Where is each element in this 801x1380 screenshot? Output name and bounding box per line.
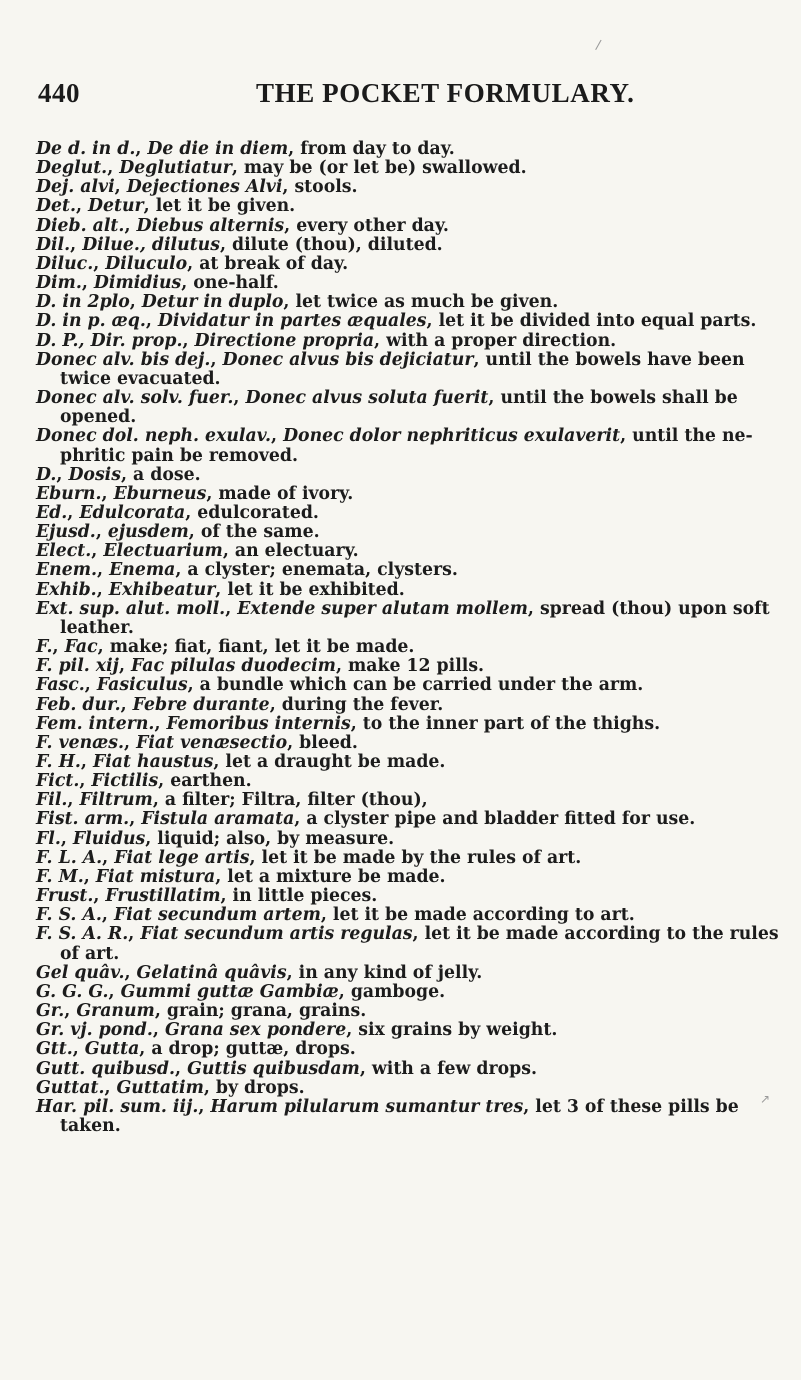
entry-abbreviation: Gtt. bbox=[36, 1039, 73, 1060]
glossary-entry: F. L. A., Fiat lege artis, let it be made by the rules of art. bbox=[36, 847, 582, 868]
glossary-entry: Exhib., Exhibeatur, let it be exhibited. bbox=[36, 579, 405, 600]
entry-abbreviation: Ext. sup. alut. moll. bbox=[36, 598, 226, 619]
entry-latin: Fiat venæsectio bbox=[136, 732, 288, 753]
entry-meaning: by drops. bbox=[215, 1077, 305, 1098]
glossary-entry: Guttat., Guttatim, by drops. bbox=[36, 1077, 305, 1098]
glossary-entry: Gutt. quibusd., Guttis quibusdam, with a few drops. bbox=[36, 1058, 537, 1079]
glossary-entry: F. M., Fiat mistura, let a mixture be made. bbox=[36, 866, 446, 887]
entry-latin: Fac bbox=[64, 637, 98, 658]
entry-meaning: let it be made according to the rules of art. bbox=[60, 924, 779, 964]
entry-meaning: may be (or let be) swallowed. bbox=[243, 158, 527, 179]
entry-abbreviation: Eburn. bbox=[36, 483, 102, 504]
entry-latin: Diluculo bbox=[105, 253, 188, 274]
glossary-entry: Fil., Filtrum, a filter; Filtra, filter (thou), bbox=[36, 790, 428, 811]
glossary-entry: D., Dosis, a dose. bbox=[36, 464, 201, 485]
entry-meaning: of the same. bbox=[200, 522, 320, 543]
entry-abbreviation: D. bbox=[36, 464, 57, 485]
glossary-entry: Donec alv. bis dej., Donec alvus bis dejiciatur, until the bowels have been twice evacuated. bbox=[36, 349, 745, 389]
entry-meaning: let twice as much be given. bbox=[295, 292, 559, 313]
entry-latin: Gutta bbox=[84, 1039, 140, 1060]
entry-abbreviation: Dim. bbox=[36, 273, 82, 294]
entry-meaning: dilute (thou), diluted. bbox=[232, 234, 443, 255]
entry-meaning: every other day. bbox=[296, 215, 449, 236]
entry-abbreviation: De d. in d. bbox=[36, 139, 136, 159]
glossary-entry: Deglut., Deglutiatur, may be (or let be) swallowed. bbox=[36, 158, 527, 179]
entry-abbreviation: Gutt. quibusd. bbox=[36, 1058, 176, 1079]
entry-latin: ejusdem bbox=[107, 522, 189, 543]
glossary-entry: Gel quâv., Gelatinâ quâvis, in any kind of jelly. bbox=[36, 962, 483, 983]
entry-latin: Fasiculus bbox=[96, 675, 188, 696]
glossary-entry: Fl., Fluidus, liquid; also, by measure. bbox=[36, 828, 395, 849]
entry-abbreviation: Diluc. bbox=[36, 253, 94, 274]
entry-meaning: with a proper direction. bbox=[386, 330, 617, 351]
glossary-entry: Ed., Edulcorata, edulcorated. bbox=[36, 502, 319, 523]
entry-latin: Gummi guttæ Gambiæ bbox=[120, 981, 339, 1002]
entry-meaning: a clyster pipe and bladder fitted for use. bbox=[306, 809, 696, 830]
entry-meaning: make 12 pills. bbox=[348, 656, 485, 677]
entry-latin: Fac pilulas duodecim bbox=[130, 656, 336, 677]
glossary-entry: Dil., Dilue., dilutus, dilute (thou), diluted. bbox=[36, 234, 443, 255]
entry-latin: Extende super alutam mollem bbox=[237, 598, 528, 619]
entry-latin: Granum bbox=[76, 1001, 155, 1022]
entry-meaning: gamboge. bbox=[350, 981, 446, 1002]
entry-meaning: a drop; guttæ, drops. bbox=[151, 1039, 356, 1060]
glossary-entry: Diluc., Diluculo, at break of day. bbox=[36, 253, 349, 274]
glossary-entry: F. H., Fiat haustus, let a draught be made. bbox=[36, 752, 446, 772]
entry-latin: Grana sex pondere bbox=[164, 1020, 347, 1041]
glossary-entry: Dej. alvi, Dejectiones Alvi, stools. bbox=[36, 177, 358, 198]
entry-latin: Harum pilularum sumantur tres bbox=[210, 1096, 524, 1117]
glossary-entry: F. venæs., Fiat venæsectio, bleed. bbox=[36, 732, 358, 753]
entry-latin: Diebus alternis bbox=[136, 215, 285, 236]
entry-latin: Fiat haustus bbox=[92, 752, 214, 772]
entry-latin: Dilue., dilutus bbox=[82, 234, 220, 255]
entry-abbreviation: Gel quâv. bbox=[36, 962, 125, 983]
entry-abbreviation: D. in 2plo bbox=[36, 292, 130, 313]
entry-meaning: during the fever. bbox=[281, 694, 444, 715]
entry-abbreviation: Gr. vj. pond. bbox=[36, 1020, 153, 1041]
entry-abbreviation: Exhib. bbox=[36, 579, 97, 600]
glossary-entry: Donec dol. neph. exulav., Donec dolor nephriticus exulaverit, until the ne-phritic pain be removed. bbox=[36, 426, 753, 466]
entry-abbreviation: Deglut. bbox=[36, 158, 108, 179]
entry-abbreviation: Fil. bbox=[36, 790, 68, 811]
entry-meaning: a bundle which can be carried under the arm. bbox=[199, 675, 644, 696]
glossary-entry: G. G. G., Gummi guttæ Gambiæ, gamboge. bbox=[36, 981, 446, 1002]
glossary-entry: Eburn., Eburneus, made of ivory. bbox=[36, 483, 354, 504]
entry-meaning: to the inner part of the thighs. bbox=[362, 713, 661, 734]
entry-abbreviation: F. bbox=[36, 637, 53, 658]
entry-meaning: a filter; Filtra, filter (thou), bbox=[164, 790, 428, 811]
entry-latin: Directione propria bbox=[194, 330, 375, 351]
entry-meaning: one-half. bbox=[193, 273, 279, 294]
entry-latin: De die in diem bbox=[147, 139, 289, 159]
glossary-entry: D. in p. æq., Dividatur in partes æquales, let it be divided into equal parts. bbox=[36, 311, 757, 332]
entry-meaning: an electuary. bbox=[234, 541, 359, 562]
glossary-entry: Ejusd., ejusdem, of the same. bbox=[36, 522, 320, 543]
entry-abbreviation: Guttat. bbox=[36, 1077, 105, 1098]
glossary-entry: Frust., Frustillatim, in little pieces. bbox=[36, 886, 378, 907]
entry-latin: Fictilis bbox=[91, 771, 159, 792]
entry-abbreviation: Dieb. alt. bbox=[36, 215, 125, 236]
entry-abbreviation: Dil. bbox=[36, 234, 71, 255]
entry-abbreviation: Feb. dur. bbox=[36, 694, 121, 715]
entry-latin: Guttis quibusdam bbox=[187, 1058, 360, 1079]
entry-meaning: in any kind of jelly. bbox=[298, 962, 483, 983]
glossary-entry: Enem., Enema, a clyster; enemata, clysters. bbox=[36, 560, 458, 581]
glossary-entry: Gr. vj. pond., Grana sex pondere, six grains by weight. bbox=[36, 1020, 558, 1041]
glossary-entry: De d. in d., De die in diem, from day to day. bbox=[36, 139, 455, 159]
entry-abbreviation: F. H. bbox=[36, 752, 81, 772]
entry-abbreviation: Dej. alvi bbox=[36, 177, 115, 198]
glossary-entry: Det., Detur, let it be given. bbox=[36, 196, 296, 217]
entry-meaning: at break of day. bbox=[199, 253, 349, 274]
glossary-entry: Ext. sup. alut. moll., Extende super alutam mollem, spread (thou) upon soft leather. bbox=[36, 598, 770, 638]
entry-abbreviation: F. venæs. bbox=[36, 732, 125, 753]
entry-meaning: let 3 of these pills be taken. bbox=[60, 1096, 739, 1136]
entry-meaning: let a draught be made. bbox=[225, 752, 446, 772]
entry-meaning: until the ne-phritic pain be removed. bbox=[60, 426, 753, 466]
glossary-entry: Donec alv. solv. fuer., Donec alvus soluta fuerit, until the bowels shall be opened. bbox=[36, 388, 738, 428]
entry-latin: Femoribus internis bbox=[166, 713, 351, 734]
entry-abbreviation: Frust. bbox=[36, 886, 94, 907]
entry-latin: Detur bbox=[88, 196, 144, 217]
entry-meaning: edulcorated. bbox=[197, 502, 319, 523]
glossary-entry: Fist. arm., Fistula aramata, a clyster pipe and bladder fitted for use. bbox=[36, 809, 696, 830]
entry-latin: Dimidius bbox=[93, 273, 182, 294]
entry-abbreviation: D. P., Dir. prop. bbox=[36, 330, 183, 351]
entry-abbreviation: Fem. intern. bbox=[36, 713, 155, 734]
running-head: THE POCKET FORMULARY. bbox=[256, 78, 635, 108]
entry-latin: Fiat mistura bbox=[95, 866, 216, 887]
entry-latin: Detur in duplo bbox=[141, 292, 284, 313]
entry-meaning: let it be exhibited. bbox=[227, 579, 405, 600]
entry-abbreviation: F. L. A. bbox=[36, 847, 103, 868]
glossary-entry: Fict., Fictilis, earthen. bbox=[36, 771, 252, 792]
entry-abbreviation: Elect. bbox=[36, 541, 92, 562]
glossary-entry: Dim., Dimidius, one-half. bbox=[36, 273, 279, 294]
glossary-entry: F. pil. xij, Fac pilulas duodecim, make 12 pills. bbox=[36, 656, 485, 677]
entry-meaning: a dose. bbox=[133, 464, 201, 485]
entry-abbreviation: Donec alv. solv. fuer. bbox=[36, 388, 234, 409]
entry-latin: Eburneus bbox=[113, 483, 207, 504]
entry-meaning: let it be made according to art. bbox=[332, 905, 635, 926]
entry-abbreviation: D. in p. æq. bbox=[36, 311, 146, 332]
entry-latin: Exhibeatur bbox=[108, 579, 216, 600]
entry-meaning: made of ivory. bbox=[218, 483, 354, 504]
entry-abbreviation: Ed. bbox=[36, 502, 68, 523]
entry-abbreviation: Det. bbox=[36, 196, 76, 217]
entry-abbreviation: Ejusd. bbox=[36, 522, 96, 543]
entry-abbreviation: Fasc. bbox=[36, 675, 85, 696]
entry-abbreviation: G. G. G. bbox=[36, 981, 109, 1002]
entry-latin: Fistula aramata bbox=[141, 809, 295, 830]
entry-latin: Electuarium bbox=[103, 541, 223, 562]
entry-latin: Donec alvus bis dejiciatur bbox=[222, 349, 474, 370]
entry-meaning: in little pieces. bbox=[232, 886, 378, 907]
entry-abbreviation: Har. pil. sum. iij. bbox=[36, 1096, 199, 1117]
entry-latin: Filtrum bbox=[79, 790, 153, 811]
entry-meaning: until the bowels have been twice evacuated. bbox=[60, 349, 745, 389]
glossary-entry: Fasc., Fasiculus, a bundle which can be carried under the arm. bbox=[36, 675, 644, 696]
entry-abbreviation: Gr. bbox=[36, 1001, 65, 1022]
entry-latin: Dosis bbox=[68, 464, 121, 485]
glossary-entry: Elect., Electuarium, an electuary. bbox=[36, 541, 359, 562]
entry-abbreviation: F. S. A. bbox=[36, 905, 102, 926]
entry-latin: Deglutiatur bbox=[119, 158, 232, 179]
entry-latin: Donec alvus soluta fuerit bbox=[245, 388, 489, 409]
glossary-entry: Gtt., Gutta, a drop; guttæ, drops. bbox=[36, 1039, 356, 1060]
glossary-entry: Dieb. alt., Diebus alternis, every other day. bbox=[36, 215, 449, 236]
glossary-entry: Har. pil. sum. iij., Harum pilularum sumantur tres, let 3 of these pills be taken. bbox=[36, 1096, 739, 1136]
glossary-entry: D. P., Dir. prop., Directione propria, with a proper direction. bbox=[36, 330, 617, 351]
entry-latin: Gelatinâ quâvis bbox=[136, 962, 287, 983]
entry-latin: Fiat lege artis bbox=[114, 847, 250, 868]
stray-mark: ↗ bbox=[760, 1092, 771, 1106]
entry-meaning: bleed. bbox=[299, 732, 358, 753]
entry-meaning: grain; grana, grains. bbox=[166, 1001, 367, 1022]
entry-meaning: six grains by weight. bbox=[358, 1020, 558, 1041]
entry-latin: Guttatim bbox=[116, 1077, 204, 1098]
entry-abbreviation: Enem. bbox=[36, 560, 98, 581]
stray-mark: / bbox=[594, 37, 602, 54]
entry-abbreviation: Fl. bbox=[36, 828, 61, 849]
entry-meaning: from day to day. bbox=[300, 139, 455, 159]
entry-abbreviation: Fist. arm. bbox=[36, 809, 130, 830]
entry-abbreviation: F. pil. xij bbox=[36, 656, 119, 677]
glossary-entry: F., Fac, make; fiat, fiant, let it be made. bbox=[36, 637, 415, 658]
entry-meaning: earthen. bbox=[170, 771, 252, 792]
entry-meaning: spread (thou) upon soft leather. bbox=[60, 598, 770, 638]
glossary-entry: D. in 2plo, Detur in duplo, let twice as much be given. bbox=[36, 292, 559, 313]
entry-meaning: let it be made by the rules of art. bbox=[261, 847, 582, 868]
entry-latin: Enema bbox=[109, 560, 176, 581]
entry-abbreviation: F. S. A. R. bbox=[36, 924, 129, 945]
page-number: 440 bbox=[38, 78, 80, 108]
entry-meaning: with a few drops. bbox=[371, 1058, 537, 1079]
entry-meaning: until the bowels shall be opened. bbox=[60, 388, 738, 428]
entry-latin: Febre durante bbox=[132, 694, 270, 715]
glossary-entry: Fem. intern., Femoribus internis, to the inner part of the thighs. bbox=[36, 713, 661, 734]
glossary-entry: Feb. dur., Febre durante, during the fever. bbox=[36, 694, 444, 715]
entry-latin: Dividatur in partes æquales bbox=[157, 311, 427, 332]
entry-latin: Donec dolor nephriticus exulaverit bbox=[283, 426, 621, 447]
entry-latin: Fluidus bbox=[72, 828, 146, 849]
entry-meaning: let it be given. bbox=[155, 196, 296, 217]
entry-list bbox=[36, 140, 780, 1136]
entry-latin: Fiat secundum artem bbox=[113, 905, 321, 926]
entry-meaning: a clyster; enemata, clysters. bbox=[187, 560, 458, 581]
entry-abbreviation: F. M. bbox=[36, 866, 84, 887]
glossary-entry: F. S. A., Fiat secundum artem, let it be made according to art. bbox=[36, 905, 635, 926]
entry-meaning: liquid; also, by measure. bbox=[157, 828, 395, 849]
entry-latin: Frustillatim bbox=[105, 886, 221, 907]
glossary-entry: Gr., Granum, grain; grana, grains. bbox=[36, 1001, 367, 1022]
entry-abbreviation: Fict. bbox=[36, 771, 80, 792]
glossary-entry: F. S. A. R., Fiat secundum artis regulas, let it be made according to the rules of art. bbox=[36, 924, 779, 964]
entry-meaning: let a mixture be made. bbox=[227, 866, 446, 887]
page-header bbox=[0, 78, 801, 114]
entry-meaning: stools. bbox=[294, 177, 358, 198]
entry-latin: Dejectiones Alvi bbox=[126, 177, 283, 198]
entry-abbreviation: Donec dol. neph. exulav. bbox=[36, 426, 272, 447]
entry-abbreviation: Donec alv. bis dej. bbox=[36, 349, 211, 370]
entry-meaning: let it be divided into equal parts. bbox=[438, 311, 757, 332]
entry-latin: Fiat secundum artis regulas bbox=[140, 924, 413, 945]
entry-latin: Edulcorata bbox=[79, 502, 186, 523]
entry-meaning: make; fiat, fiant, let it be made. bbox=[109, 637, 415, 658]
